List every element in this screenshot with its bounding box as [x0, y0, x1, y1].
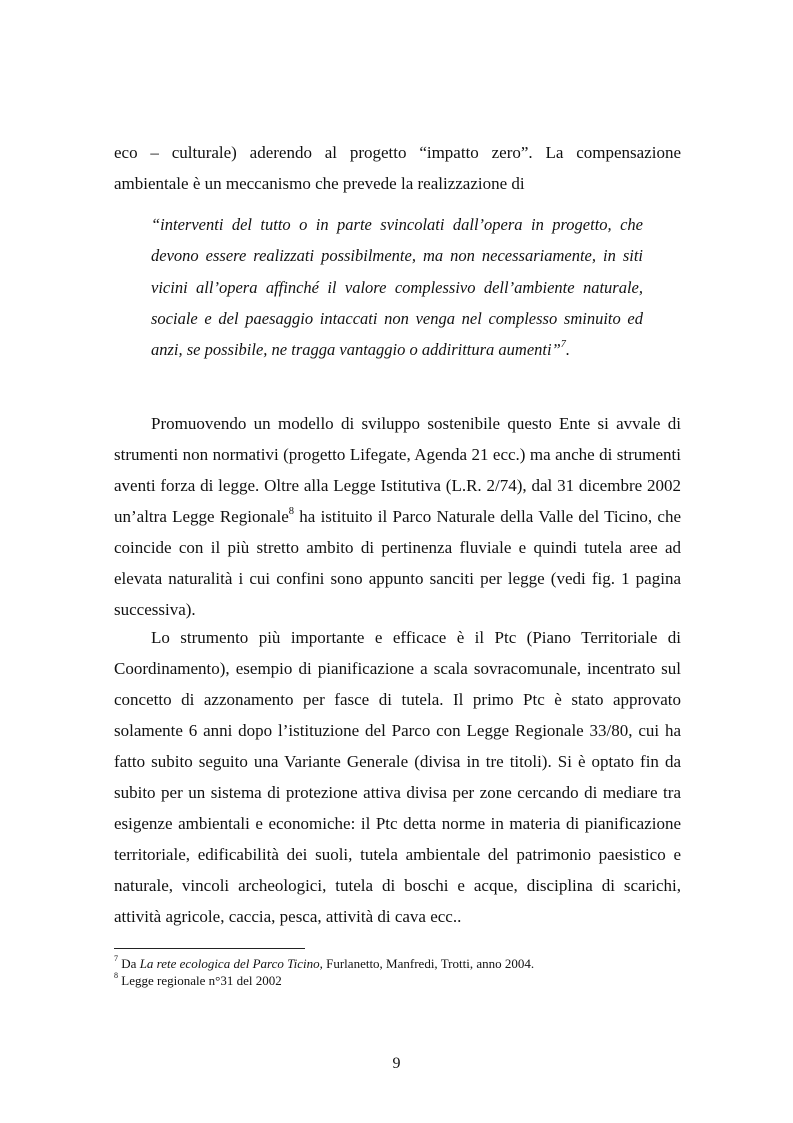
quote-text: “interventi del tutto o in parte svincolati dall’opera in progetto, che devono essere realizzati possibilmente, ma non necessariamente, in siti vicini all’opera affinché il valore complessivo dell’ambiente naturale, sociale e del paesaggio intaccati non venga nel complesso sminuito ed anzi, se possibile, ne tragga vantaggio o addirittura aumenti” — [151, 215, 643, 360]
footnote-ref-7[interactable]: 7 — [560, 339, 566, 351]
footnote-ref-8[interactable]: 8 — [288, 505, 295, 517]
body-paragraph-3 — [114, 622, 681, 932]
body-paragraph-2 — [114, 408, 681, 625]
footnote-source-title: La rete ecologica del Parco Ticino, — [139, 956, 323, 971]
footnote-prefix: Legge regionale n°31 del 2002 — [118, 973, 282, 988]
footnote-number: 8 — [114, 971, 119, 981]
footnote-suffix: Furlanetto, Manfredi, Trotti, anno 2004. — [322, 956, 535, 971]
footnote-number: 7 — [114, 954, 119, 964]
body-paragraph-1 — [114, 137, 681, 199]
block-quote — [151, 209, 643, 365]
quote-end: . — [565, 340, 570, 360]
footnotes — [114, 955, 681, 989]
paragraph-2-text-a: Promuovendo un modello di sviluppo sostenibile questo Ente si avvale di strumenti non normativi (progetto Lifegate, Agenda 21 ecc.) ma anche di strumenti aventi forza di legge. Oltre alla Legge Istitutiva (L.R. 2/74), dal 31 dicembre 2002 un’altra Legge Regionale — [114, 414, 681, 526]
paragraph-3-text: Lo strumento più importante e efficace è il Ptc (Piano Territoriale di Coordinamento), esempio di pianificazione a scala sovracomunale, incentrato sul concetto di azzonamento per fasce di tutela. Il primo Ptc è stato approvato solamente 6 anni dopo l’istituzione del Parco con Legge Regionale 33/80, cui ha fatto subito seguito una Variante Generale (divisa in tre titoli). Si è optato fin da subito per un sistema di protezione attiva divisa per zone cercando di mediare tra esigenze ambientali e economiche: il Ptc detta norme in materia di pianificazione territoriale, edificabilità dei suoli, tutela ambientale del patrimonio paesistico e naturale, vincoli archeologici, tutela di boschi e acque, disciplina di scarichi, attività agricole, caccia, pesca, attività di cava ecc.. — [114, 628, 681, 926]
footnote-8 — [114, 972, 681, 989]
footnote-prefix: Da — [118, 956, 140, 971]
footnote-divider — [114, 948, 305, 949]
paragraph-1-text: eco – culturale) aderendo al progetto “impatto zero”. La compensazione ambientale è un meccanismo che prevede la realizzazione di — [114, 143, 681, 193]
footnote-7 — [114, 955, 681, 972]
page-number: 9 — [392, 1055, 401, 1072]
paragraph-2-text-b: ha istituito il Parco Naturale della Valle del Ticino, che coincide con il più stretto ambito di pertinenza fluviale e quindi tutela aree ad elevata naturalità i cui confini sono appunto sanciti per legge (vedi fig. 1 pagina successiva). — [114, 507, 681, 619]
